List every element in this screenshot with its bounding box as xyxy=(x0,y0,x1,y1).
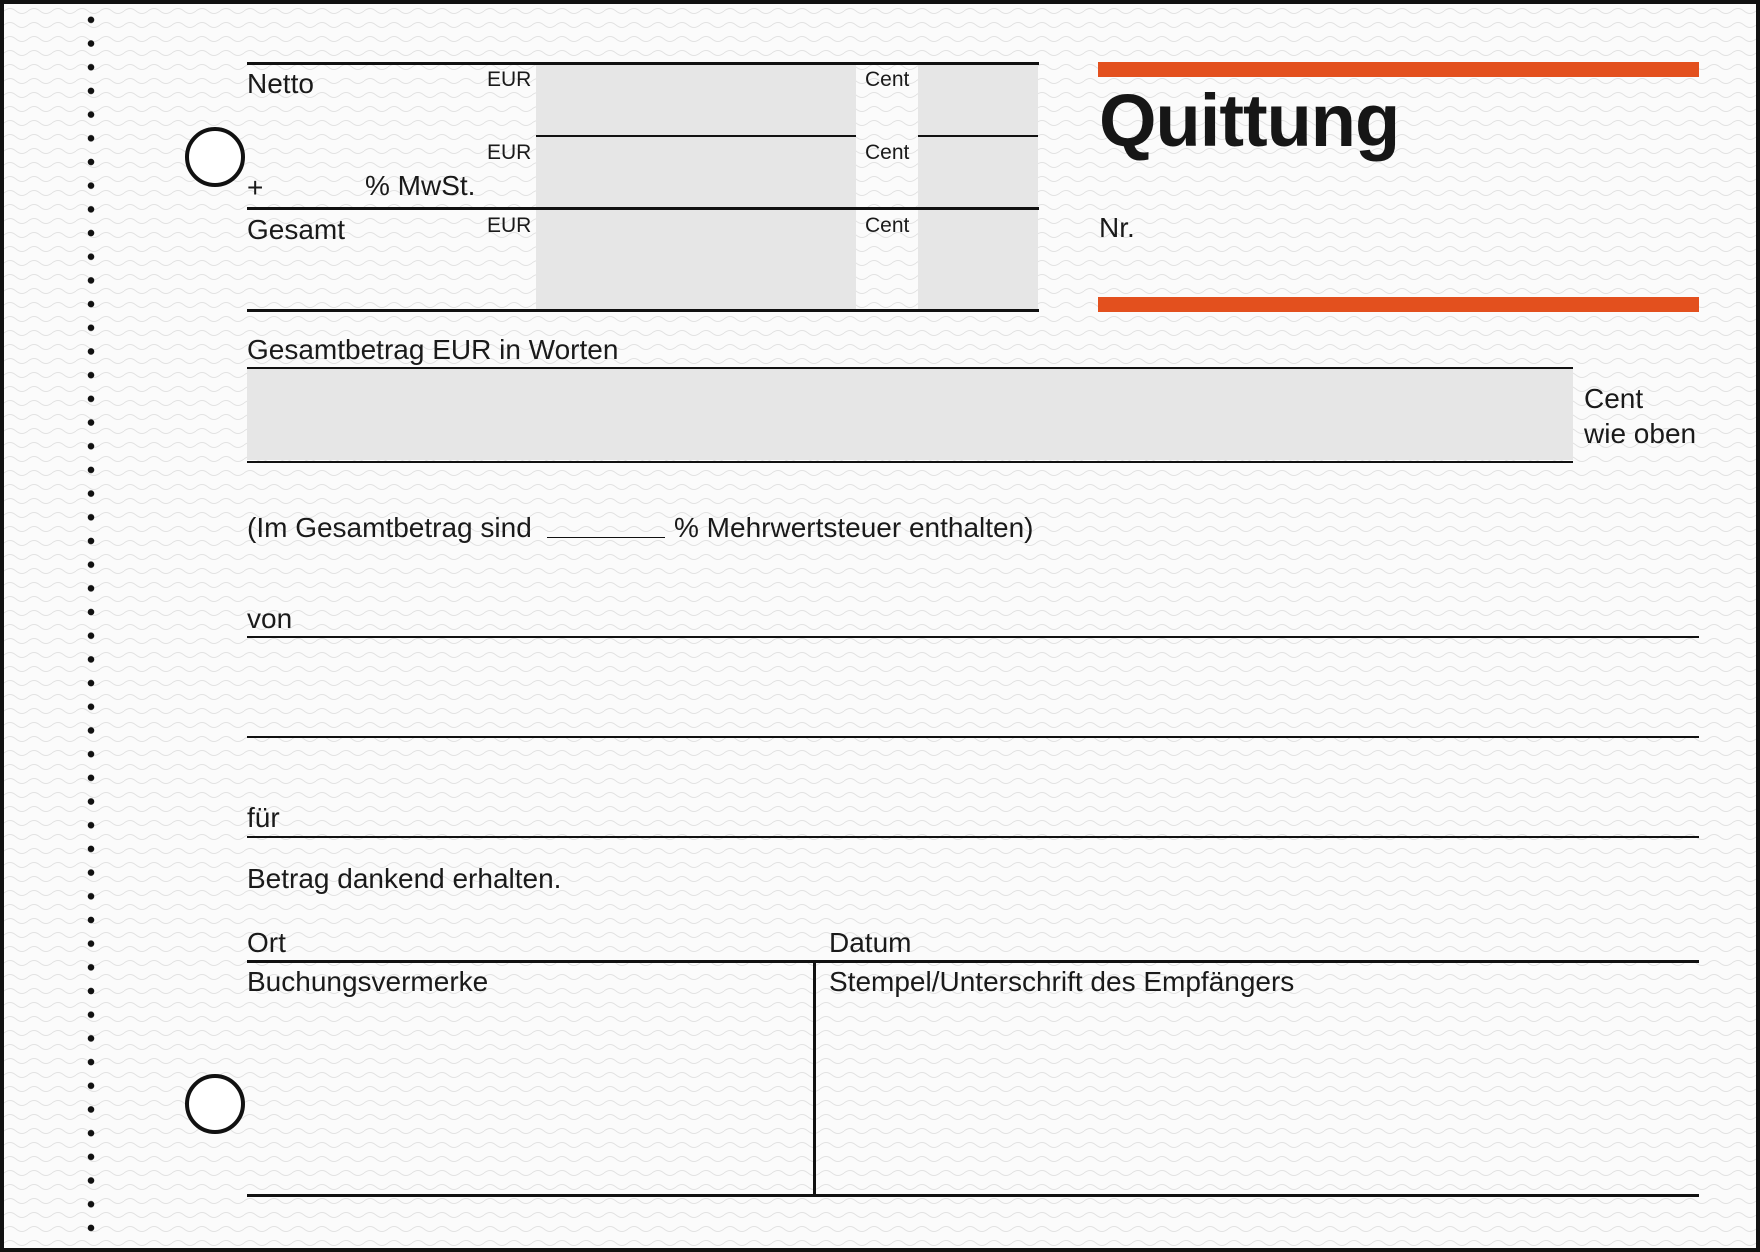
booking-label: Buchungsvermerke xyxy=(247,966,489,997)
punch-hole-top xyxy=(185,127,245,187)
netto-eur-label: EUR xyxy=(487,68,532,91)
gesamt-eur-field[interactable] xyxy=(536,216,854,306)
fuer-label: für xyxy=(247,802,280,833)
gesamt-label: Gesamt xyxy=(247,214,346,245)
words-label: Gesamtbetrag EUR in Worten xyxy=(247,334,619,365)
words-cent-note: wie oben xyxy=(1584,418,1697,449)
ort-field[interactable] xyxy=(294,919,804,959)
vat-cent-field[interactable] xyxy=(918,142,1036,204)
fuer-field[interactable] xyxy=(289,794,1699,834)
datum-field[interactable] xyxy=(924,919,1699,959)
vat-eur-label: EUR xyxy=(487,141,532,164)
signature-label: Stempel/Unterschrift des Empfängers xyxy=(829,966,1295,997)
title-accent-bar-top xyxy=(1098,62,1699,77)
plus-label: + xyxy=(247,172,264,203)
words-bottom-rule xyxy=(247,461,1573,463)
signature-field[interactable] xyxy=(824,1004,1699,1190)
von-field[interactable] xyxy=(294,594,1699,634)
receipt-number-field[interactable] xyxy=(1144,204,1694,248)
form-bottom-rule xyxy=(247,1194,1699,1197)
netto-cent-label: Cent xyxy=(865,68,910,91)
von-rule-2 xyxy=(247,736,1699,738)
vat-note-prefix: (Im Gesamtbetrag sind xyxy=(247,512,532,543)
vat-label: % MwSt. xyxy=(365,170,476,201)
netto-cent-field[interactable] xyxy=(918,70,1036,132)
booking-signature-divider xyxy=(813,961,816,1195)
vat-rate-field[interactable] xyxy=(274,164,362,198)
words-field[interactable] xyxy=(247,369,1573,460)
vat-cent-label: Cent xyxy=(865,141,910,164)
thanks-text: Betrag dankend erhalten. xyxy=(247,863,562,894)
words-cent-label: Cent xyxy=(1584,383,1644,414)
receipt-title: Quittung xyxy=(1099,79,1400,162)
vat-note-suffix: % Mehrwertsteuer enthalten) xyxy=(674,512,1034,543)
eur-row-divider-1 xyxy=(536,135,856,137)
netto-eur-field[interactable] xyxy=(536,70,854,132)
vat-note-blank-line xyxy=(547,537,665,538)
cent-row-divider-1 xyxy=(918,135,1038,137)
punch-hole-bottom xyxy=(185,1074,245,1134)
table-top-rule xyxy=(247,62,1039,65)
gesamt-row-rule xyxy=(247,207,1039,210)
von-rule-1 xyxy=(247,636,1699,638)
datum-label: Datum xyxy=(829,927,912,958)
perforation-edge xyxy=(87,4,95,1252)
vat-note-rate-field[interactable] xyxy=(547,509,665,537)
fuer-rule xyxy=(247,836,1699,838)
table-bottom-rule xyxy=(247,309,1039,312)
gesamt-cent-field[interactable] xyxy=(918,216,1036,306)
booking-notes-field[interactable] xyxy=(247,1004,807,1190)
number-label: Nr. xyxy=(1099,212,1135,243)
netto-label: Netto xyxy=(247,68,314,99)
von-field-line-2[interactable] xyxy=(247,694,1699,734)
ort-datum-rule xyxy=(247,960,1699,963)
ort-label: Ort xyxy=(247,927,286,958)
gesamt-eur-label: EUR xyxy=(487,214,532,237)
gesamt-cent-label: Cent xyxy=(865,214,910,237)
title-accent-bar-bottom xyxy=(1098,297,1699,312)
von-label: von xyxy=(247,603,293,634)
vat-eur-field[interactable] xyxy=(536,142,854,204)
